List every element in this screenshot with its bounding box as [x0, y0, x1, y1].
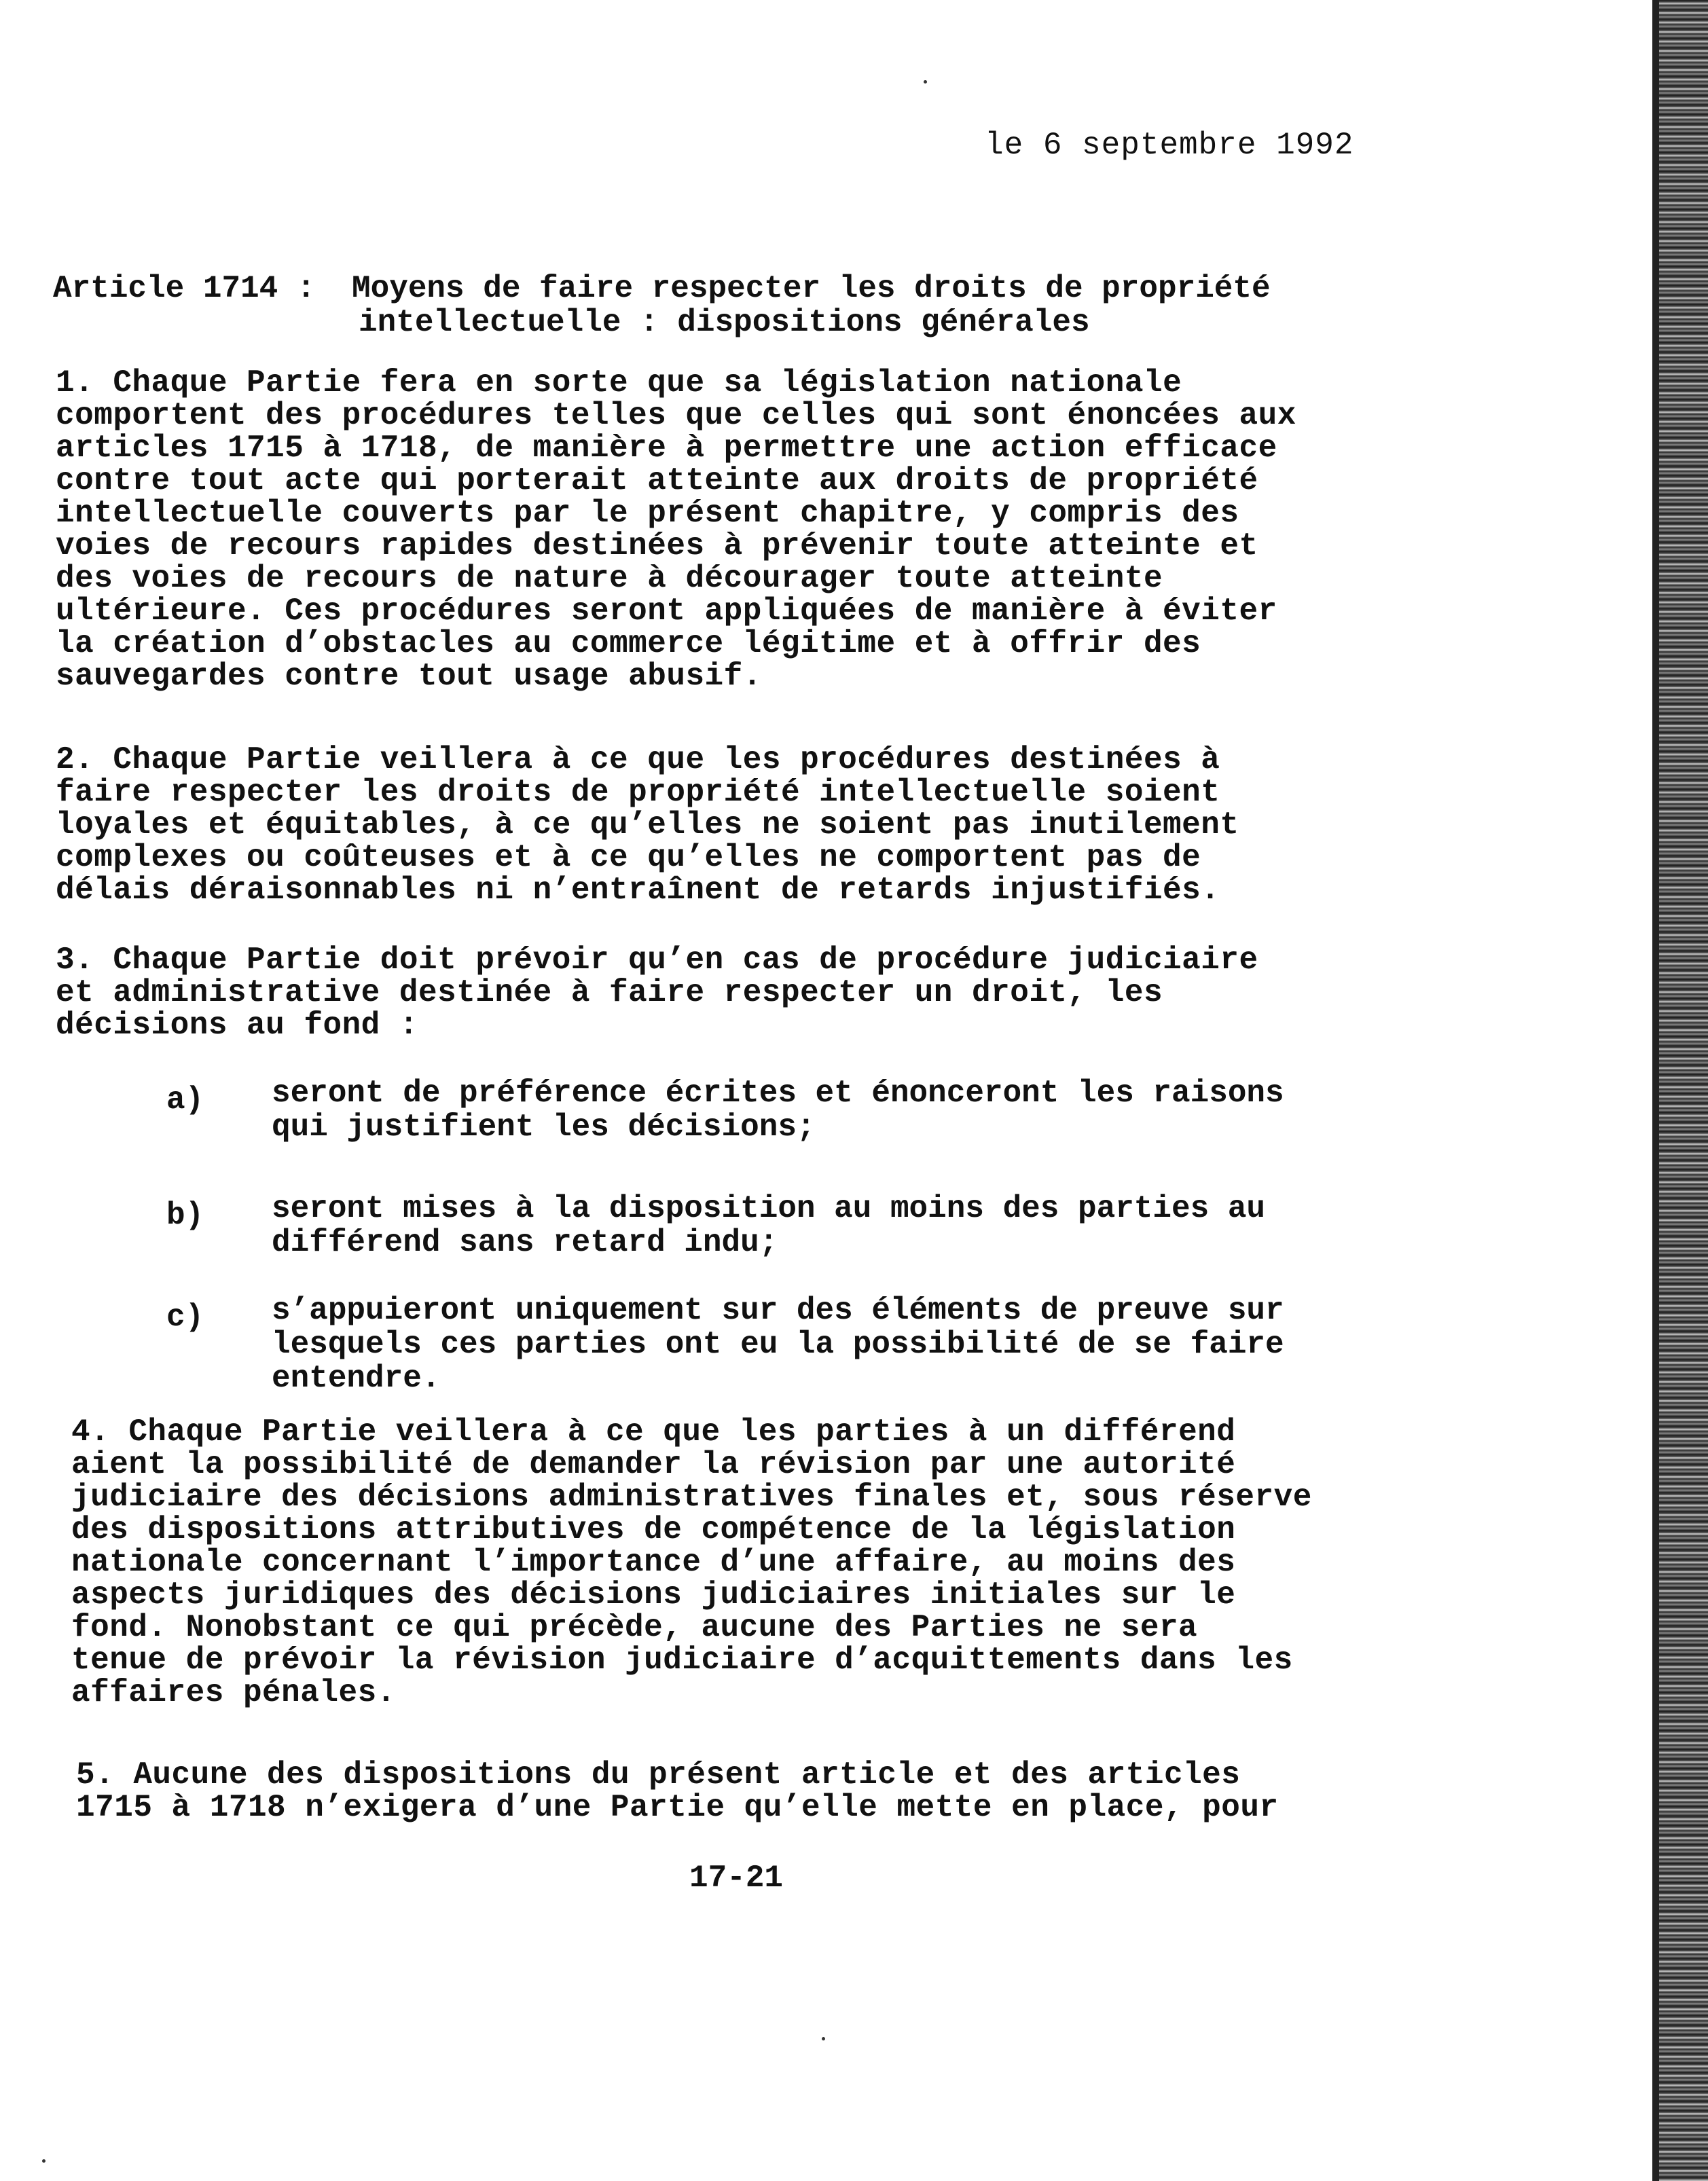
paragraph-number: 2.: [56, 742, 94, 777]
paragraph-text: Aucune des dispositions du présent article et des articles 1715 à 1718 n’exigera d’une Partie qu’elle mette en place, pour: [76, 1757, 1279, 1825]
paragraph-3: [56, 944, 1428, 1042]
sub-item-letter: c): [166, 1300, 204, 1335]
article-title-line2: intellectuelle : dispositions générales: [359, 305, 1090, 340]
paragraph-number: 3.: [56, 942, 94, 978]
sub-item-text: s’appuieront uniquement sur des éléments de preuve sur lesquels ces parties ont eu la possibilité de se faire entendre.: [272, 1293, 1284, 1396]
paragraph-4: [71, 1416, 1443, 1709]
paragraph-text: Chaque Partie doit prévoir qu’en cas de procédure judiciaire et administrative destinée à faire respecter un droit, les décisions au fond :: [56, 942, 1258, 1043]
paragraph-2: [56, 744, 1428, 906]
paragraph-number: 5.: [76, 1757, 115, 1793]
scan-speck: [924, 80, 927, 84]
page-number: 17-21: [689, 1861, 784, 1896]
paragraph-text: Chaque Partie veillera à ce que les procédures destinées à faire respecter les droits de propriété intellectuelle soient loyales et équitables, à ce qu’elles ne soient pas inutilement complexes ou coûteuses et à ce qu’elles ne comportent pas de délais déraisonnables ni n’entraînent de retards injustifiés.: [56, 742, 1239, 908]
sub-item-letter: b): [166, 1198, 204, 1233]
sub-item-text: seront de préférence écrites et énonceront les raisons qui justifient les décisions;: [272, 1076, 1284, 1145]
paragraph-number: 4.: [71, 1414, 110, 1450]
article-heading: [53, 272, 1411, 340]
paragraph-5: [76, 1759, 1448, 1824]
scan-speck: [42, 2159, 46, 2163]
paragraph-1: [56, 367, 1428, 693]
scan-edge-shadow: [1652, 0, 1659, 2181]
paragraph-text: Chaque Partie fera en sorte que sa législation nationale comportent des procédures telles que celles qui sont énoncées aux articles 1715 à 1718, de manière à permettre une action efficace contre tout acte qui porterait atteinte aux droits de propriété intellectuelle couverts par le présent chapitre, y compris des voies de recours rapides destinées à prévenir toute atteinte et des voies de recours de nature à décourager toute atteinte ultérieure. Ces procédures seront appliquées de manière à éviter la création d’obstacles au commerce légitime et à offrir des sauvegardes contre tout usage abusif.: [56, 365, 1296, 694]
scan-speck: [822, 2037, 825, 2040]
scan-edge: [1659, 0, 1708, 2181]
document-date: le 6 septembre 1992: [985, 128, 1354, 163]
article-title-line1: Moyens de faire respecter les droits de propriété: [352, 271, 1271, 306]
paragraph-text: Chaque Partie veillera à ce que les parties à un différend aient la possibilité de demander la révision par une autorité judiciaire des décisions administratives finales et, sous réserve des dispositions attributives de compétence de la législation nationale concernant l’importance d’une affaire, au moins des aspects juridiques des décisions judiciaires initiales sur le fond. Nonobstant ce qui précède, aucune des Parties ne sera tenue de prévoir la révision judiciaire d’acquittements dans les affaires pénales.: [71, 1414, 1312, 1710]
sub-item-letter: a): [166, 1082, 204, 1118]
sub-item-text: seront mises à la disposition au moins des parties au différend sans retard indu;: [272, 1191, 1266, 1260]
paragraph-number: 1.: [56, 365, 94, 401]
article-label: Article 1714 :: [53, 271, 316, 306]
